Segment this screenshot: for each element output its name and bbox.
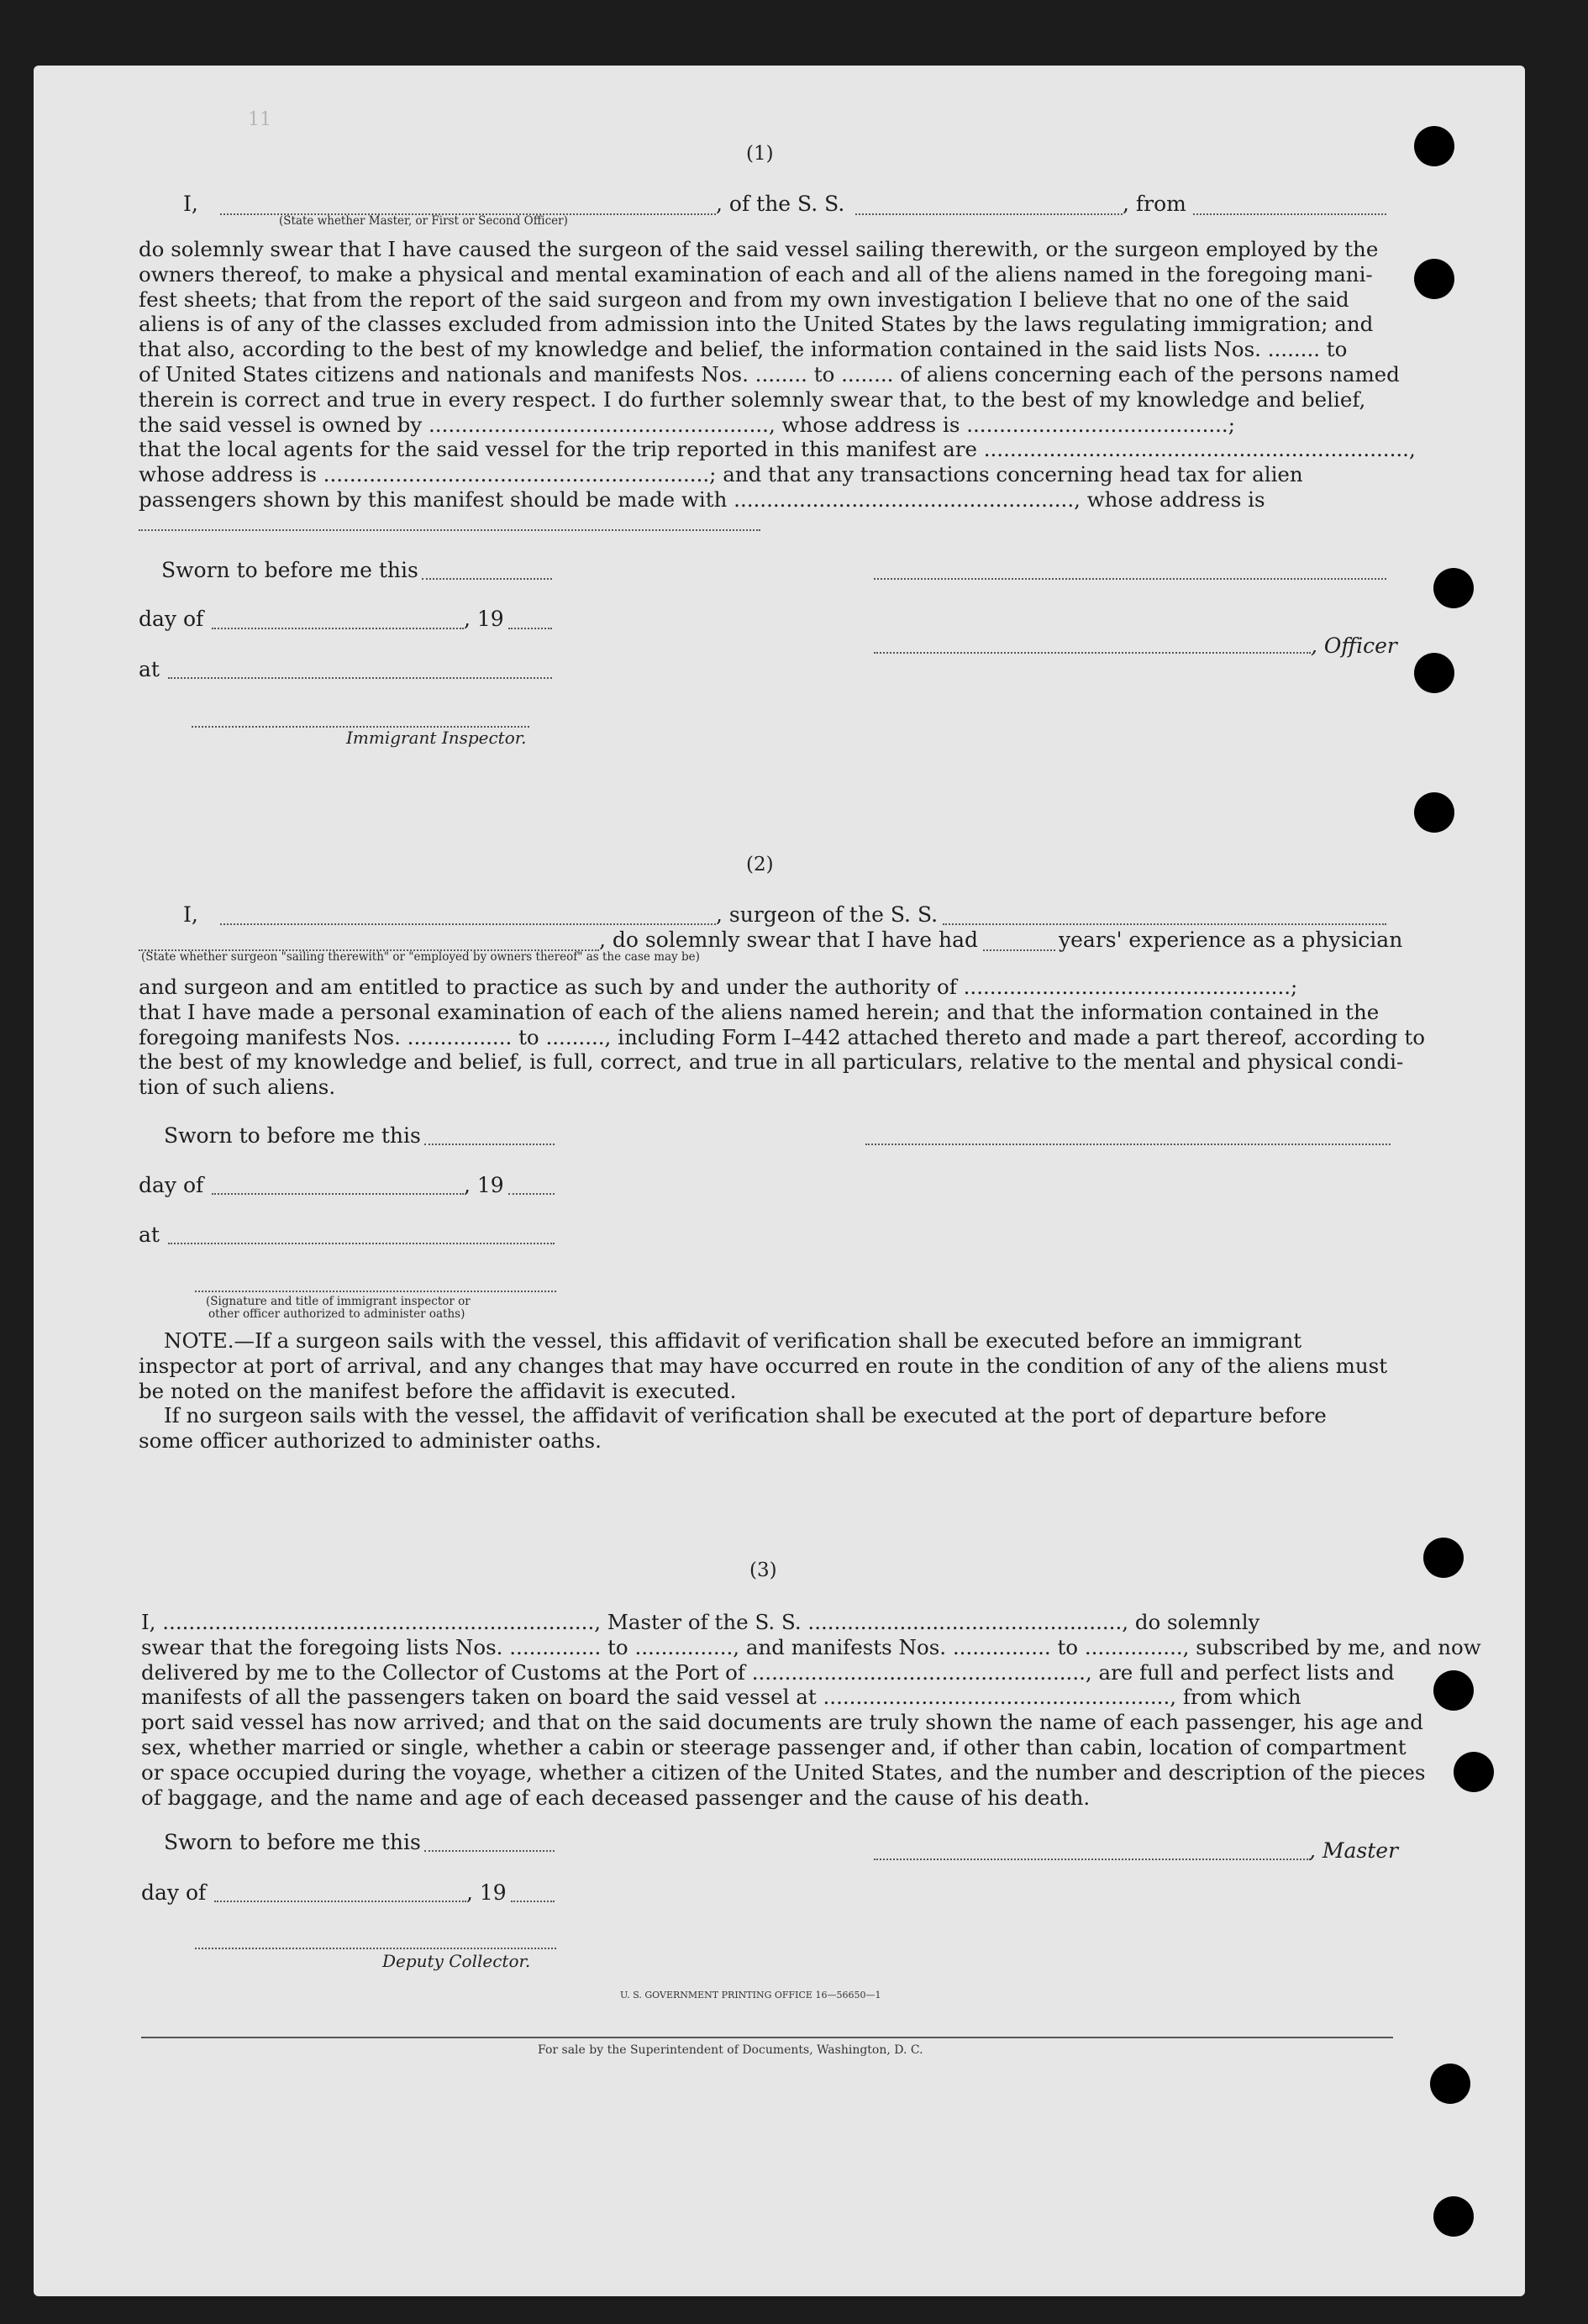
master-title: , Master <box>1309 1838 1399 1863</box>
years-experience-field[interactable] <box>983 949 1055 951</box>
surgeon-vessel-field[interactable] <box>943 923 1386 925</box>
year-field[interactable] <box>508 1193 555 1195</box>
place-field[interactable] <box>168 1243 555 1244</box>
officer-rank-caption: (State whether Master, or First or Second Officer) <box>279 214 568 228</box>
officer-signature-field[interactable] <box>874 652 1311 654</box>
footer-rule <box>141 2037 1393 2038</box>
body-line: port said vessel has now arrived; and that on the said documents are truly shown the name of each passenger, his age and <box>141 1710 1423 1735</box>
punch-hole <box>1414 259 1454 299</box>
section-2-body <box>139 975 1425 1100</box>
body-line: I, .................................................................., Master of the S. S. ................................................, do solemnly <box>141 1610 1260 1634</box>
at-label: at <box>139 657 160 681</box>
punch-hole <box>1433 1670 1474 1711</box>
surgeon-of-ss-label: , surgeon of the S. S. <box>716 902 939 927</box>
officer-signature-line-top[interactable] <box>874 578 1386 580</box>
body-line: that the local agents for the said vessel for the trip reported in this manifest are ................................................................., <box>139 437 1416 462</box>
signature-caption: (Signature and title of immigrant inspector or <box>206 1295 471 1308</box>
body-line: do solemnly swear that I have caused the surgeon of the said vessel sailing therewith, or the surgeon employed by the <box>139 237 1379 261</box>
body-line: aliens is of any of the classes excluded from admission into the United States by the laws regulating immigration; and <box>139 312 1374 337</box>
years-experience-label: years' experience as a physician <box>1059 928 1403 952</box>
year-label: , 19 <box>464 607 504 631</box>
punch-hole <box>1430 2064 1470 2104</box>
section-2-i-label: I, <box>183 902 198 927</box>
officer-title: , Officer <box>1311 634 1397 658</box>
year-field[interactable] <box>511 1901 555 1902</box>
body-line: swear that the foregoing lists Nos. .............. to ..............., and manifests Nos. ............... to ..............., subscribed by me, and now <box>141 1634 1481 1659</box>
year-label: , 19 <box>464 1173 504 1197</box>
body-line: delivered by me to the Collector of Customs at the Port of ..................................................., are full and perfect lists and <box>141 1659 1395 1685</box>
body-line: sex, whether married or single, whether a cabin or steerage passenger and, if other than cabin, location of compartment <box>141 1734 1407 1759</box>
sworn-date-field[interactable] <box>424 1144 555 1145</box>
month-field[interactable] <box>214 1901 466 1902</box>
section-3-number: (3) <box>749 1559 777 1581</box>
body-line: manifests of all the passengers taken on board the said vessel at ....................................................., from which <box>141 1685 1301 1710</box>
body-line: tion of such aliens. <box>139 1075 336 1100</box>
printing-office-imprint: U. S. GOVERNMENT PRINTING OFFICE 16—56650—1 <box>620 1990 881 2001</box>
sworn-label: Sworn to before me this <box>164 1123 421 1148</box>
place-field[interactable] <box>168 677 552 679</box>
month-field[interactable] <box>212 628 464 629</box>
punch-hole <box>1414 126 1454 166</box>
for-sale-notice: For sale by the Superintendent of Documents, Washington, D. C. <box>538 2043 923 2057</box>
punch-hole <box>1433 568 1474 608</box>
master-signature-field[interactable] <box>874 1859 1311 1860</box>
month-field[interactable] <box>212 1193 464 1195</box>
body-line: whose address is ...........................................................; and that any transactions concerning head tax for alien <box>139 462 1303 487</box>
from-label: , from <box>1123 192 1186 216</box>
body-line: of United States citizens and nationals and manifests Nos. ........ to ........ of aliens concerning each of the persons named <box>139 361 1400 386</box>
punch-hole <box>1433 2196 1474 2237</box>
address-continuation-field[interactable] <box>139 529 760 531</box>
body-line: that I have made a personal examination of each of the aliens named herein; and that the information contained in the <box>139 999 1380 1024</box>
body-line: therein is correct and true in every respect. I do further solemnly swear that, to the best of my knowledge and belief, <box>139 386 1366 412</box>
body-line: fest sheets; that from the report of the said surgeon and from my own investigation I believe that no one of the said <box>139 287 1349 312</box>
body-line: the said vessel is owned by ...................................................., whose address is ........................................; <box>139 412 1235 437</box>
body-line: foregoing manifests Nos. ................ to ........., including Form I–442 attached thereto and made a part thereof, according to <box>139 1024 1425 1049</box>
punch-hole <box>1414 653 1454 693</box>
body-line: passengers shown by this manifest should be made with ...................................................., whose address is <box>139 486 1265 512</box>
note-line: If no surgeon sails with the vessel, the affidavit of verification shall be executed at the port of departure before <box>164 1403 1327 1428</box>
section-1-i-label: I, <box>183 192 198 216</box>
inspector-title: Immigrant Inspector. <box>346 728 527 748</box>
note-line: NOTE.—If a surgeon sails with the vessel, this affidavit of verification shall be executed before an immigrant <box>164 1328 1302 1353</box>
body-line: the best of my knowledge and belief, is full, correct, and true in all particulars, relative to the mental and physical condi- <box>139 1049 1404 1075</box>
note-block <box>139 1328 1391 1454</box>
note-line: inspector at port of arrival, and any changes that may have occurred en route in the condition of any of the aliens must <box>139 1353 1388 1378</box>
of-ss-label: , of the S. S. <box>716 192 845 216</box>
day-of-label: day of <box>139 607 204 631</box>
sworn-date-field[interactable] <box>424 1850 555 1852</box>
punch-hole <box>1414 792 1454 833</box>
body-line: and surgeon and am entitled to practice as such by and under the authority of ..................................................; <box>139 975 1298 999</box>
body-line: that also, according to the best of my knowledge and belief, the information contained in the said lists Nos. ........ to <box>139 337 1348 362</box>
section-1-body <box>139 237 1416 513</box>
from-port-field[interactable] <box>1193 213 1386 215</box>
signature-caption: other officer authorized to administer oaths) <box>208 1307 465 1321</box>
note-line: some officer authorized to administer oaths. <box>139 1428 602 1454</box>
section-1-number: (1) <box>746 143 774 165</box>
punch-hole <box>1454 1752 1494 1792</box>
day-of-label: day of <box>139 1173 204 1197</box>
deputy-collector-title: Deputy Collector. <box>382 1951 531 1971</box>
deputy-collector-signature-field[interactable] <box>195 1948 556 1949</box>
section-3-body <box>141 1610 1481 1810</box>
day-of-label: day of <box>141 1880 207 1905</box>
sworn-date-field[interactable] <box>422 578 552 580</box>
sworn-label: Sworn to before me this <box>164 1830 421 1854</box>
solemnly-swear-label: , do solemnly swear that I have had <box>599 928 979 952</box>
body-line: or space occupied during the voyage, whether a citizen of the United States, and the number and description of the pieces <box>141 1759 1426 1785</box>
vessel-name-field[interactable] <box>855 213 1123 215</box>
body-line: of baggage, and the name and age of each deceased passenger and the cause of his death. <box>141 1785 1091 1810</box>
authorized-officer-signature-field[interactable] <box>195 1291 556 1292</box>
surgeon-name-field[interactable] <box>220 923 716 925</box>
at-label: at <box>139 1222 160 1247</box>
year-label: , 19 <box>466 1880 507 1905</box>
body-line: owners thereof, to make a physical and mental examination of each and all of the aliens named in the foregoing mani- <box>139 261 1373 287</box>
punch-hole <box>1423 1538 1464 1578</box>
page-number: 11 <box>248 109 271 130</box>
surgeon-status-caption: (State whether surgeon "sailing therewith" or "employed by owners thereof" as the case may be) <box>141 950 700 964</box>
surgeon-signature-field[interactable] <box>865 1144 1391 1145</box>
note-line: be noted on the manifest before the affidavit is executed. <box>139 1378 737 1403</box>
section-2-number: (2) <box>746 854 774 875</box>
sworn-label: Sworn to before me this <box>161 558 418 582</box>
year-field[interactable] <box>508 628 552 629</box>
